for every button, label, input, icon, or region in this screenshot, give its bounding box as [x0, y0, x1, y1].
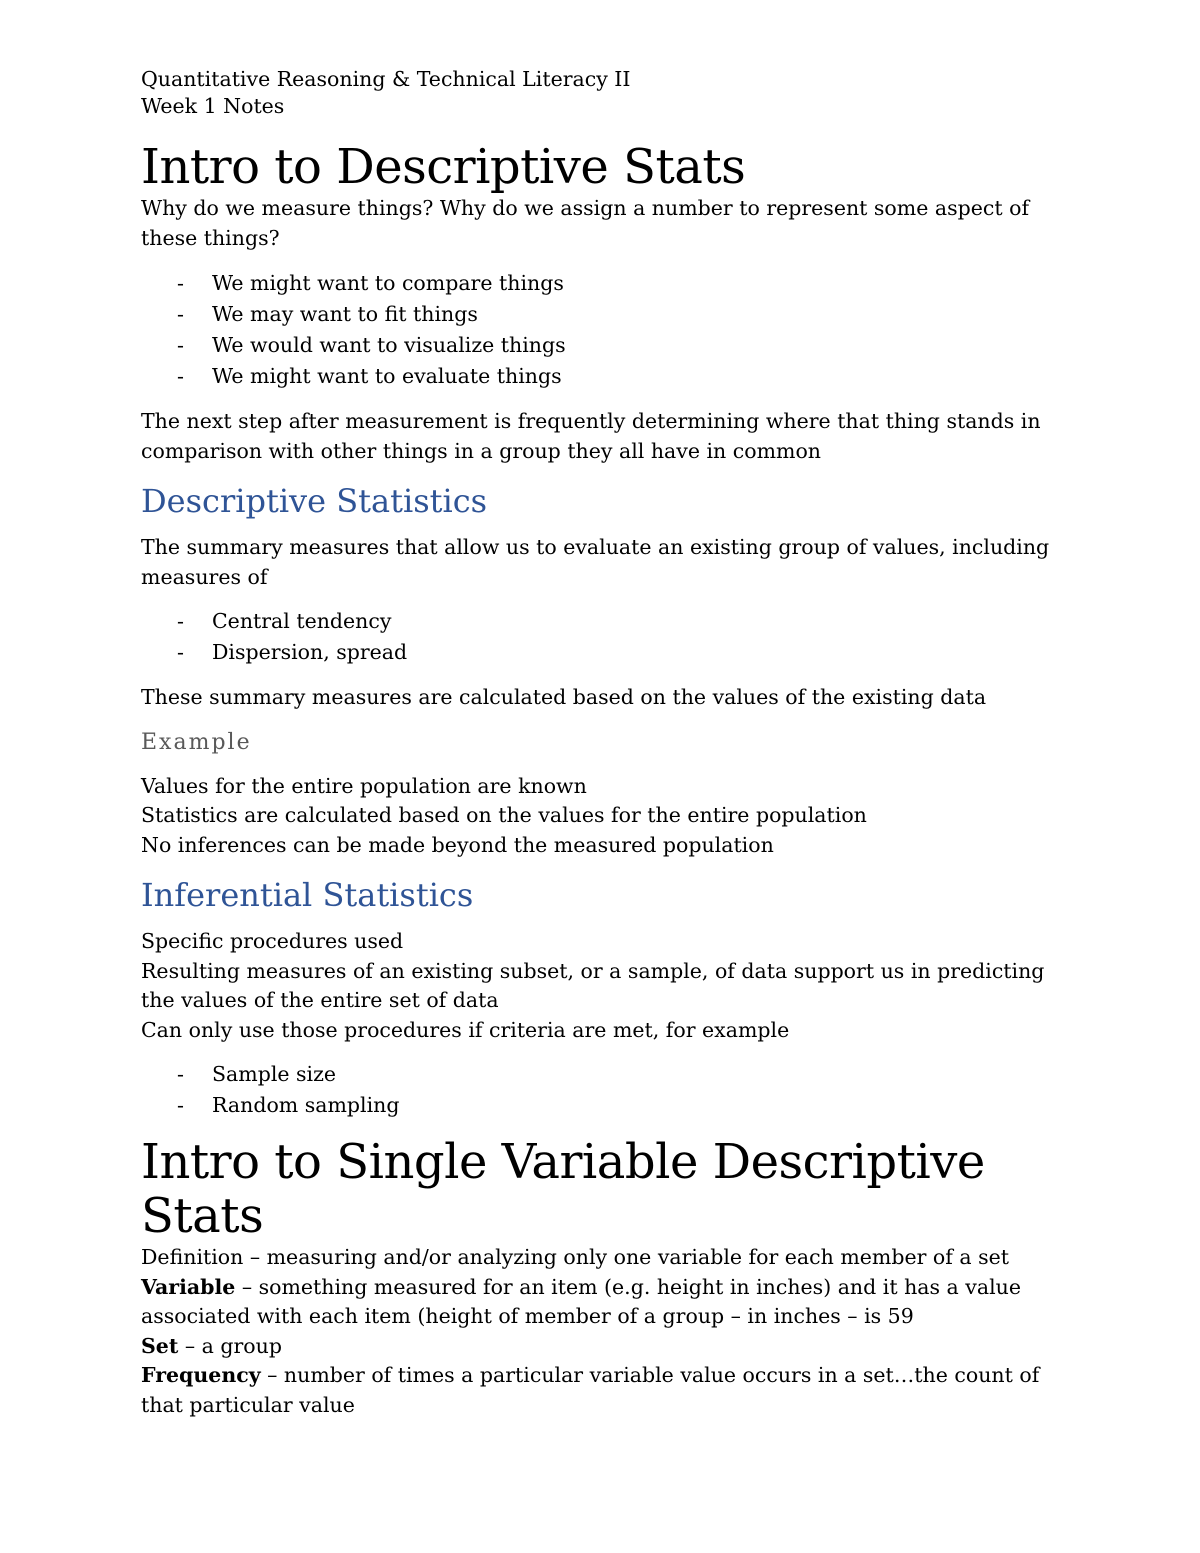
term-frequency [141, 1361, 1061, 1420]
example-line: Statistics are calculated based on the values for the entire population [141, 803, 867, 827]
term-text: – a group [178, 1333, 282, 1358]
term-text: – something measured for an item (e.g. height in inches) and it has a value associated with each item (height of member of a group – in inches – is 59 [141, 1274, 1021, 1328]
term-text: – number of times a particular variable value occurs in a set…the count of that particular value [141, 1363, 1040, 1417]
term-label: Frequency [141, 1363, 261, 1387]
descriptive-measures-list [141, 606, 1061, 668]
term-label: Variable [141, 1274, 236, 1299]
example-line: No inferences can be made beyond the measured population [141, 832, 774, 857]
intro-question: Why do we measure things? Why do we assign a number to represent some aspect of these things? [141, 196, 1030, 250]
list-item: - We might want to evaluate things [141, 361, 1061, 392]
list-item: - Central tendency [141, 606, 1061, 637]
dash-bullet: - [177, 640, 184, 664]
heading-example: Example [141, 729, 252, 755]
dash-bullet: - [177, 609, 184, 633]
measure-reasons-list [141, 268, 1061, 392]
heading-descriptive-statistics: Descriptive Statistics [141, 482, 488, 520]
list-item: - Dispersion, spread [141, 637, 1061, 668]
term-variable [141, 1273, 1061, 1332]
definition-line: Definition – measuring and/or analyzing only one variable for each member of a set [141, 1245, 1009, 1269]
example-line: Values for the entire population are known [141, 773, 587, 798]
dash-bullet: - [177, 271, 184, 295]
inferential-line: Can only use those procedures if criteria are met, for example [141, 1017, 790, 1042]
term-label: Set [141, 1333, 179, 1358]
descriptive-intro: The summary measures that allow us to evaluate an existing group of values, including measures of [141, 535, 1050, 589]
list-item: - Random sampling [141, 1090, 1061, 1121]
dash-bullet: - [177, 302, 184, 326]
dash-bullet: - [177, 1093, 184, 1117]
list-item: - We may want to fit things [141, 299, 1061, 330]
dash-bullet: - [177, 333, 184, 357]
list-item: - Sample size [141, 1059, 1061, 1090]
dash-bullet: - [177, 364, 184, 388]
dash-bullet: - [177, 1062, 184, 1086]
term-set [141, 1332, 1061, 1362]
list-item: - We might want to compare things [141, 268, 1061, 299]
week-label: Week 1 Notes [141, 94, 285, 118]
course-title: Quantitative Reasoning & Technical Literacy II [141, 67, 631, 91]
descriptive-closing: These summary measures are calculated based on the values of the existing data [141, 685, 987, 709]
inferential-criteria-list [141, 1059, 1061, 1121]
document-page [141, 66, 1061, 1420]
heading-inferential-statistics: Inferential Statistics [141, 876, 474, 914]
list-item: - We would want to visualize things [141, 330, 1061, 361]
section-title-descriptive-stats: Intro to Descriptive Stats [141, 139, 746, 195]
inferential-line: Resulting measures of an existing subset, or a sample, of data support us in predicting the values of the entire set of data [141, 958, 1045, 1012]
section-title-single-variable: Intro to Single Variable Descriptive Stats [141, 1134, 985, 1244]
inferential-line: Specific procedures used [141, 929, 404, 953]
measurement-next-step: The next step after measurement is frequently determining where that thing stands in comparison with other things in a group they all have in common [141, 409, 1041, 463]
